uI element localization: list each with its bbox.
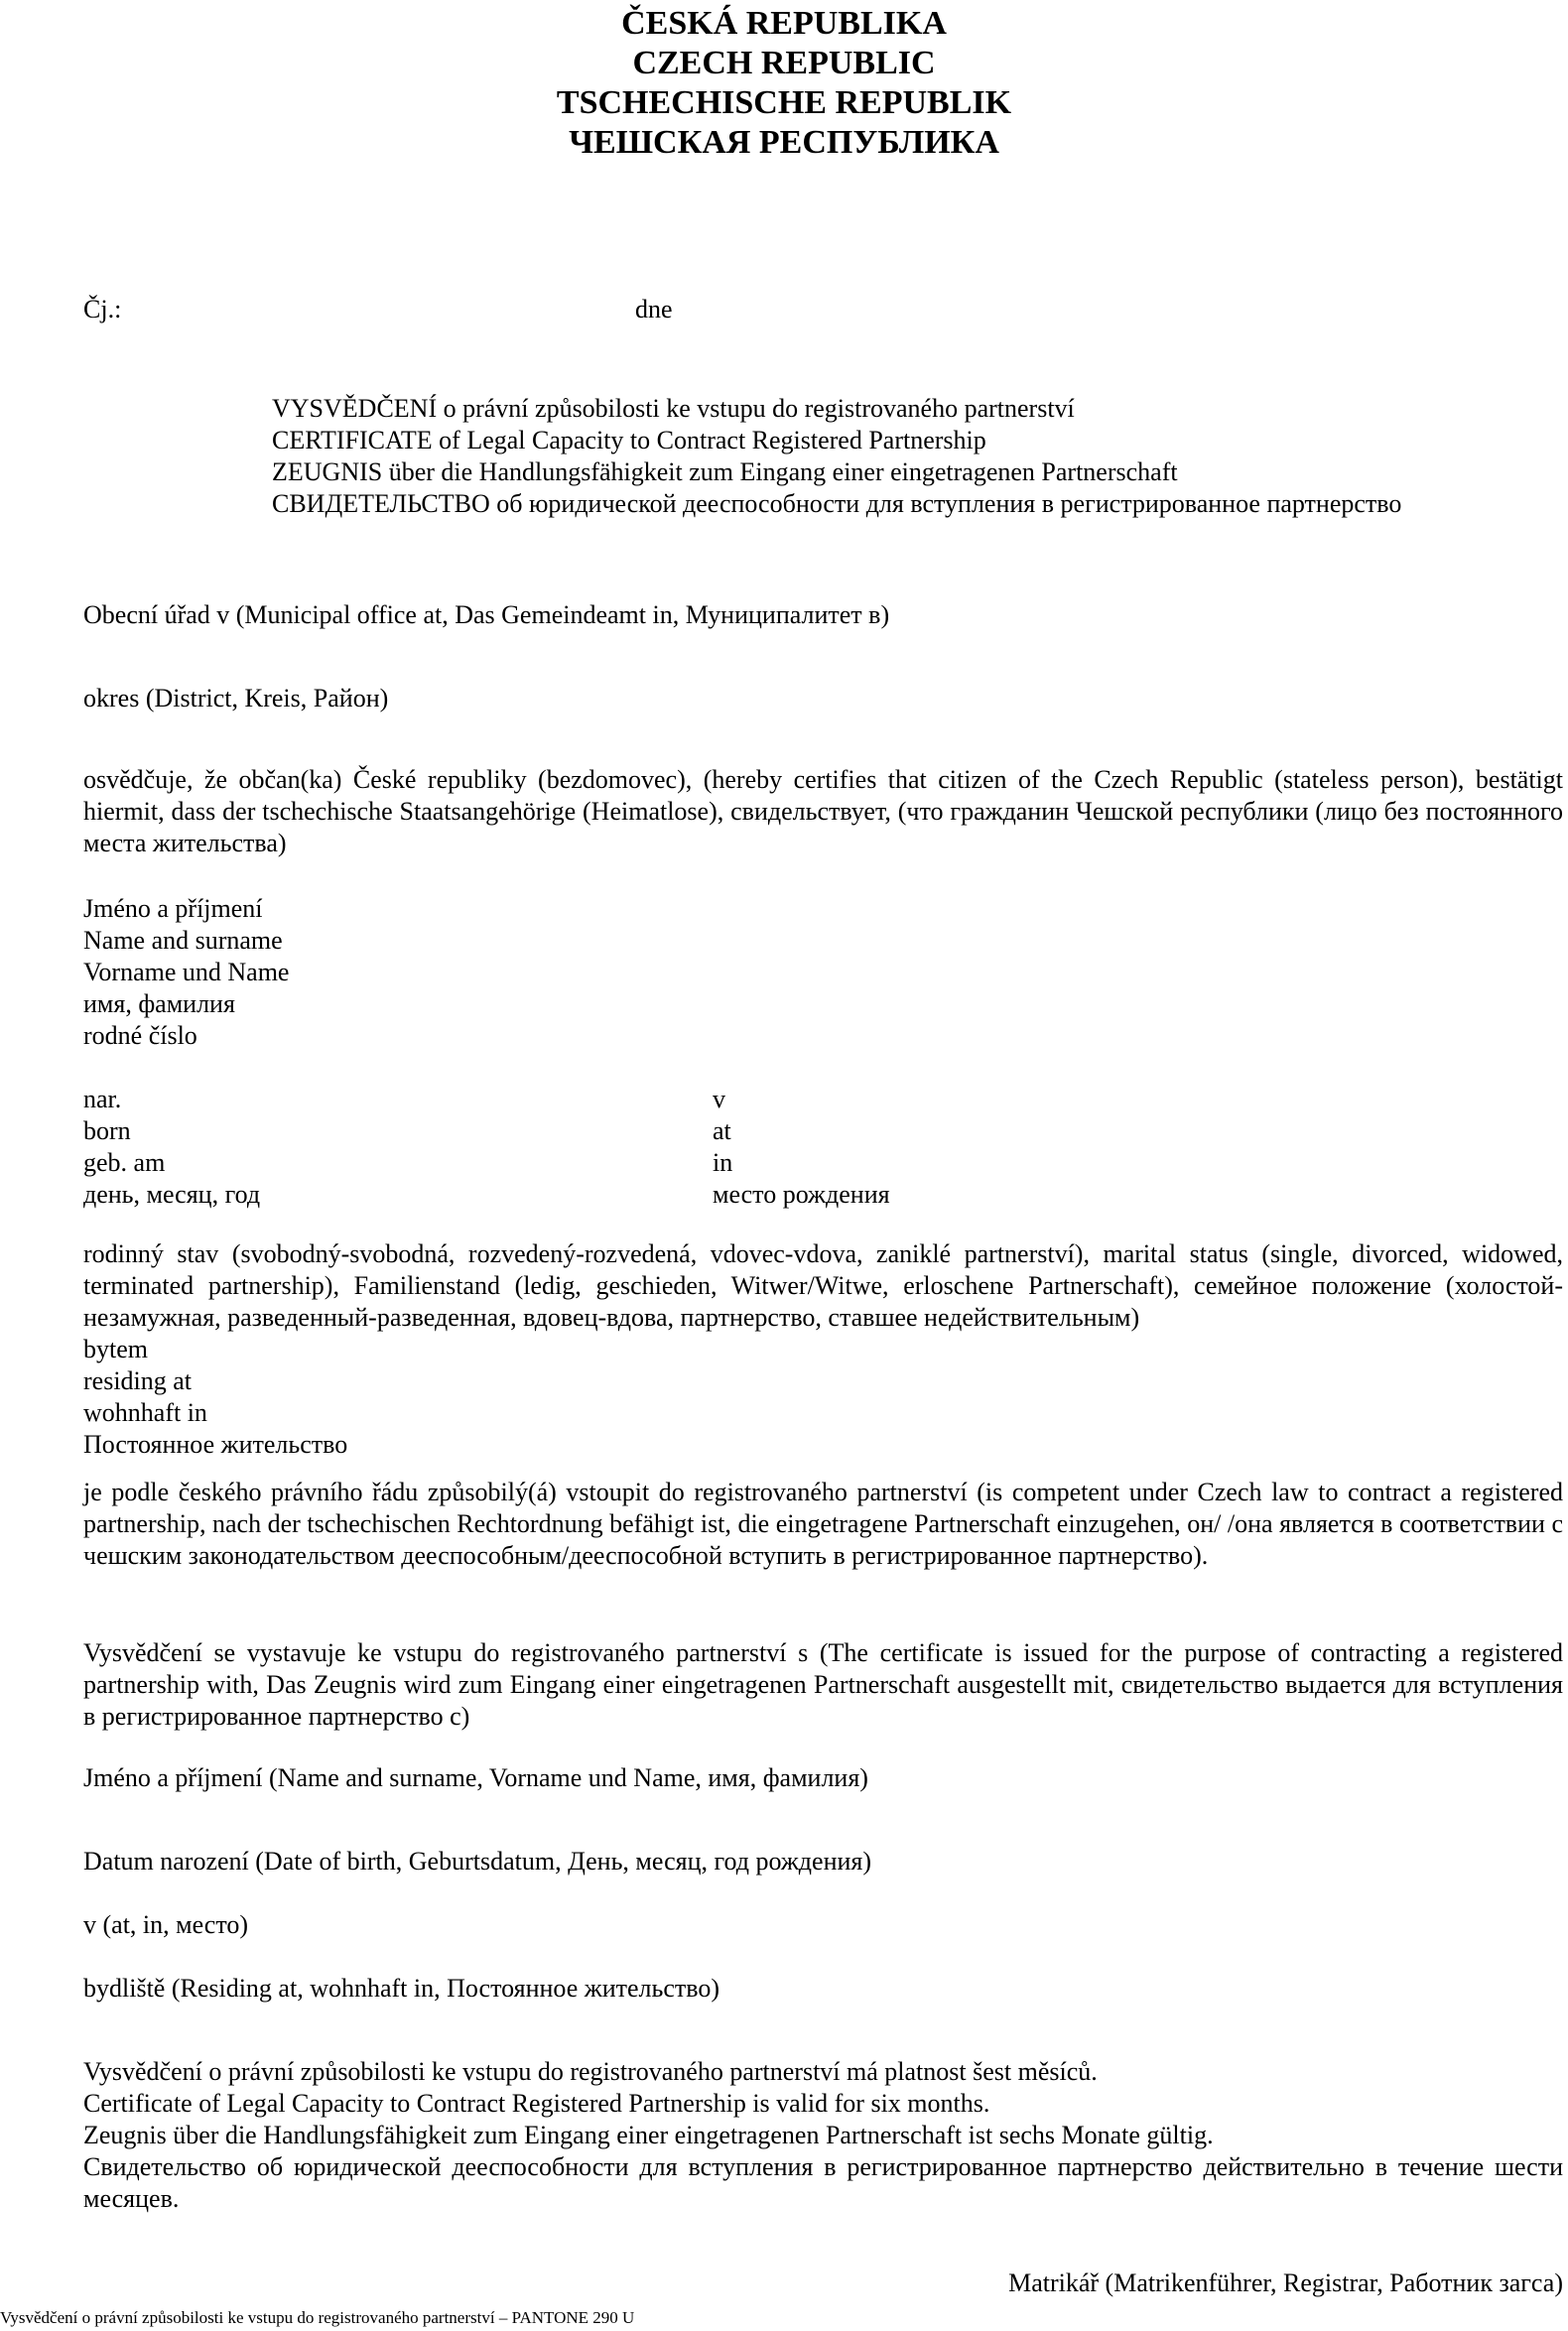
validity-en: Certificate of Legal Capacity to Contract Registered Partnership is valid for six months. — [83, 2089, 990, 2118]
residence-fields — [83, 1334, 1563, 1461]
partner-name-line: Jméno a příjmení (Name and surname, Vorname und Name, имя, фамилия) — [83, 1763, 868, 1792]
name-field-ru: имя, фамилия — [83, 989, 235, 1018]
title-ru: СВИДЕТЕЛЬСТВО об юридической дееспособности для вступления в регистрированное партнерство — [272, 489, 1402, 518]
certifies-paragraph: osvědčuje, že občan(ka) České republiky (bezdomovec), (hereby certifies that citizen of the Czech Republic (stateless person), bestätigt hiermit, dass der tschechische Staatsangehörige (Heimatlose), свидельствует, (что гражданин Чешской республики (лицо без постоянного места жительства) — [83, 765, 1563, 857]
birth-place-de: in — [713, 1148, 733, 1177]
country-header — [0, 4, 1568, 163]
birth-place-fields — [713, 1084, 890, 1211]
validity-de: Zeugnis über die Handlungsfähigkeit zum Eingang einer eingetragenen Partnerschaft ist sechs Monate gültig. — [83, 2121, 1214, 2149]
residence-cz: bytem — [83, 1335, 148, 1363]
name-field-de: Vorname und Name — [83, 958, 290, 986]
title-en: CERTIFICATE of Legal Capacity to Contract Registered Partnership — [272, 426, 986, 454]
partner-place-line: v (at, in, место) — [83, 1910, 249, 1939]
competence-paragraph: je podle českého právního řádu způsobilý(á) vstoupit do registrovaného partnerství (is competent under Czech law to contract a registered partnership, nach der tschechischen Rechtordnung befähigt ist, die eingetragene Partnerschaft einzugehen, он/ /она является в соответствии с чешским законодательством дееспособным/дееспособной вступить в регистрированное партнерство). — [83, 1478, 1563, 1570]
header-line-en: CZECH REPUBLIC — [632, 45, 936, 81]
name-field-cz: Jméno a příjmení — [83, 894, 263, 923]
header-line-cz: ČESKÁ REPUBLIKA — [621, 5, 947, 42]
certificate-titles — [272, 393, 1401, 520]
validity-ru: Свидетельство об юридической дееспособности для вступления в регистрированное партнерство действительно в течение шести месяцев. — [83, 2152, 1563, 2213]
residence-de: wohnhaft in — [83, 1398, 207, 1427]
title-cz: VYSVĚDČENÍ o právní způsobilosti ke vstupu do registrovaného partnerství — [272, 394, 1075, 423]
birth-date-fields — [83, 1084, 260, 1211]
partner-birth-date-line: Datum narození (Date of birth, Geburtsdatum, День, месяц, год рождения) — [83, 1847, 872, 1876]
date-label: dne — [635, 295, 673, 324]
municipal-office-line: Obecní úřad v (Municipal office at, Das Gemeindeamt in, Муниципалитет в) — [83, 600, 890, 629]
name-fields — [83, 893, 1563, 1052]
birth-place-en: at — [713, 1116, 731, 1145]
birth-date-ru: день, месяц, год — [83, 1180, 261, 1209]
registrar-signature-label: Matrikář (Matrikenführer, Registrar, Работник загса) — [1008, 2268, 1563, 2297]
marital-status-paragraph: rodinný stav (svobodný-svobodná, rozvedený-rozvedená, vdovec-vdova, zaniklé partnerství), marital status (single, divorced, widowed, terminated partnership), Familienstand (ledig, geschieden, Witwer/Witwe, erloschene Partnerschaft), семейное положение (холостой-незамужная, разведенный-разведенная, вдовец-вдова, партнерство, ставшее недействительным) — [83, 1239, 1563, 1332]
birth-place-cz: v — [713, 1085, 725, 1113]
birth-place-ru: место рождения — [713, 1180, 890, 1209]
residence-ru: Постоянное жительство — [83, 1430, 348, 1459]
partner-residence-line: bydliště (Residing at, wohnhaft in, Постоянное жительство) — [83, 1974, 720, 2003]
residence-en: residing at — [83, 1366, 193, 1395]
validity-cz: Vysvědčení o právní způsobilosti ke vstupu do registrovaného partnerství má platnost šest měsíců. — [83, 2057, 1098, 2086]
form-footer: Vysvědčení o právní způsobilosti ke vstupu do registrovaného partnerství – PANTONE 290 U — [0, 2308, 635, 2327]
district-line: okres (District, Kreis, Район) — [83, 684, 389, 712]
issued-for-paragraph: Vysvědčení se vystavuje ke vstupu do registrovaného partnerství s (The certificate is issued for the purpose of contracting a registered partnership with, Das Zeugnis wird zum Eingang einer eingetragenen Partnerschaft ausgestellt mit, свидетельство выдается для вступления в регистрированное партнерство с) — [83, 1638, 1563, 1731]
title-de: ZEUGNIS über die Handlungsfähigkeit zum Eingang einer eingetragenen Partnerschaft — [272, 457, 1178, 486]
birth-number-field: rodné číslo — [83, 1021, 197, 1050]
validity-block — [83, 2056, 1563, 2215]
header-line-de: TSCHECHISCHE REPUBLIK — [556, 84, 1012, 121]
name-field-en: Name and surname — [83, 926, 283, 955]
birth-date-en: born — [83, 1116, 131, 1145]
birth-date-de: geb. am — [83, 1148, 166, 1177]
birth-date-cz: nar. — [83, 1085, 122, 1113]
header-line-ru: ЧЕШСКАЯ РЕСПУБЛИКА — [569, 124, 999, 161]
reference-number-label: Čj.: — [83, 295, 122, 324]
